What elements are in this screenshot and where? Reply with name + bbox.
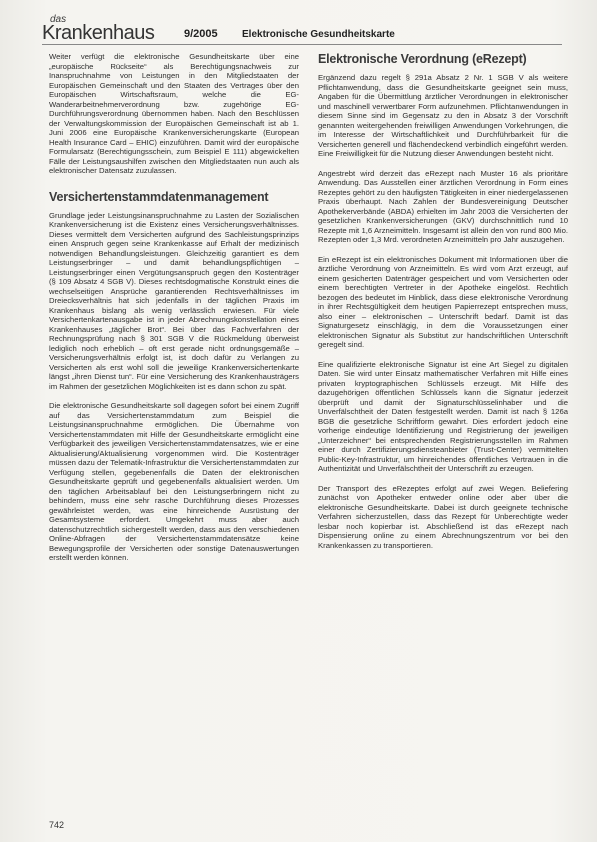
brand-prefix: das — [50, 14, 67, 25]
page-header — [42, 14, 562, 48]
paragraph: Eine qualifizierte elektronische Signatur ist eine Art Siegel zu digitalen Daten. Sie wird unter Einsatz mathematischer Verfahren mit Hilfe eines privaten kryptographischen Schlüssels erzeugt. Mit Hilfe des dazugehörigen öffentlichen Schlüssels kann die Signatur jederzeit überprüft und damit der Signaturschlüsselinhaber und die Unverfälschtheit der Daten festgestellt werden. Damit ist nach § 126a BGB die gesetzliche Schriftform gewahrt. Dies erfordert jedoch eine vorherige eindeutige Identifizierung und Registrierung der jeweiligen „Unterzeichner“ bei entsprechenden Registrierungsstellen im Rahmen einer durch Zertifizierungsdiensteanbieter (Trust-Center) vermittelten Public-Key-Infrastruktur, um hinreichendes öffentliches Vertrauen in die Authentizität und Unverfälschtheit der Unterschrift zu erzeugen. — [318, 359, 568, 473]
paragraph: Ein eRezept ist ein elektronisches Dokument mit Informationen über die ärztliche Verordnung von Arzneimitteln. Es wird vom Arzt erzeugt, auf einem gesicherten Datenträger gespeichert und vom Versicherten oder einem berechtigten Vertreter in der Apotheke eingelöst. Rechtlich bezogen des bedeutet im Hinblick, dass diese elektronische Verordnung in ihrer Rechtsgültigkeit dem heutigen Papierrezept entsprechen muss, also einer – elektronischen – Unterschrift bedarf. Damit ist das Signaturgesetz einschlägig, in dem die Voraussetzungen einer elektronischen Signatur als Substitut zur handschriftlichen Unterschrift geregelt sind. — [318, 254, 568, 349]
paragraph: Weiter verfügt die elektronische Gesundheitskarte über eine „europäische Rückseite“ als Berechtigungsnachweis zur Inanspruchnahme von Leistungen in den Mitgliedstaaten der Europäischen Gemeinschaft und den Staaten des Vertrages über den Europäischen Wirtschaftsraum, welche die EG-Wanderarbeitnehmerverordnung bzw. zugehörige EG-Durchführungsverordnung übernommen haben. Nach den Beschlüssen der Verwaltungskommission der Europäischen Gemeinschaft ist ab 1. Juni 2006 eine Europäische Krankenversicherungskarte (European Health Insurance Card – EHIC) einzuführen. Damit wird der europäische Formularsatz (Berechtigungsschein, zum Beispiel E 111) abgewickelten Fälle der Leistungsaushilfen zwischen den Mitgliedstaaten nun auch als elektronischer Datensatz zuzulassen. — [49, 52, 299, 175]
paragraph: Die elektronische Gesundheitskarte soll dagegen sofort bei einem Zugriff auf das Versichertenstammdatum zum Beispiel die Leistungsinanspruchnahme ermöglichen. Die Übernahme von Versichertenstammdaten mit Hilfe der Gesundheitskarte ermöglicht eine Verfügbarkeit des jeweiligen Versichertenstammdatensatzes, wie er eine Aktualisierung/Aktualisierung vorgenommen wird. Die Kostenträger müssen dazu der Telematik-Infrastruktur die Versichertenstammdaten zur Verfügung stellen, gegebenenfalls die Daten der elektronischen Gesundheitskarte geprüft und gegebenenfalls aktualisiert werden. Um den täglichen Arbeitsablauf bei den Leistungserbringern nicht zu behindern, muss eine sehr rasche Durchführung dieses Prozesses gewährleistet werden, was eine hinreichende Ausrüstung der Gesamtsysteme erfordert. Umgekehrt muss aber auch datenschutzrechtlich sichergestellt werden, dass aus den verschiedenen Online-Abfragen der Versichertenstammdatensätze keine Bewegungsprofile der Versicherten oder sonstige Datenauswertungen erstellt werden können. — [49, 401, 299, 562]
brand-logo: Krankenhaus — [42, 22, 155, 44]
paragraph: Der Transport des eRezeptes erfolgt auf zwei Wegen. Beliefering zunächst von Apotheker entweder online oder aber über die elektronische Gesundheitskarte. Dabei ist durch geeignete technische Verfahren sicherzustellen, dass das Rezept für Unberechtigte weder lesbar noch kopierbar ist. Abschließend ist das eRezept nach Dispensierung online zu einem Abrechnungszentrum vor bei den Krankenkassen zu transportieren. — [318, 483, 568, 550]
left-column — [49, 52, 299, 822]
paragraph: Angestrebt wird derzeit das eRezept nach Muster 16 als prioritäre Anwendung. Das Ausstellen einer ärztlichen Verordnung in Form eines Rezeptes gehört zu den häufigsten Tätigkeiten in einer niedergelassenen Praxis überhaupt. Nach Zahlen der Bundesvereinigung Deutscher Apothekerverbände (ABDA) erhielten im Jahr 2003 die Versicherten der gesetzlichen Krankenversicherungen (GKV) durchschnittlich rund 10 Rezepte mit 1,6 Arzneimitteln. Insgesamt ist allein den von rund 800 Mio. Rezepten oder 1,3 Mrd. verordneten Arzneimitteln pro Jahr auszugehen. — [318, 168, 568, 244]
heading-erezept: Elektronische Verordnung (eRezept) — [318, 52, 527, 66]
heading-versichertenstammdatenmanagement: Versichertenstammdatenmanagement — [49, 189, 269, 204]
page-number: 742 — [49, 820, 65, 830]
section-title: Elektronische Gesundheitskarte — [242, 29, 395, 40]
paragraph: Ergänzend dazu regelt § 291a Absatz 2 Nr. 1 SGB V als weitere Pflichtanwendung, dass die Gesundheitskarte geeignet sein muss, Angaben für die Übermittlung ärztlicher Verordnungen in elektronischer und maschinell verwertbarer Form aufzunehmen. Pflichtanwendungen in diesem Sinne sind im Gegensatz zu den in Absatz 3 der Vorschrift genannten weitergehenden freiwilligen Anwendungen Vorkehrungen, die im Interesse der Wirtschaftlichkeit und Durchführbarkeit für die Versicherten generell und flächendeckend verbindlich eingeführt werden. Eine Freiwilligkeit für die Nutzung dieser Anwendungen besteht nicht. — [318, 73, 568, 158]
issue-number: 9/2005 — [184, 28, 218, 40]
paragraph: Grundlage jeder Leistungsinanspruchnahme zu Lasten der Sozialischen Krankenversicherung ist die Existenz eines Versicherungsverhältnisses. Dieses vermittelt dem Versicherten aufgrund des Sachleistungsprinzips einen Anspruch gegen seine Krankenkasse auf Erhalt der medizinisch notwendigen Behandlungsleistungen. Gleichzeitig garantiert es dem Leistungserbringer – und damit behandlungspflichtigen – Leistungserbringer einen Vergütungsanspruch gegen den Kostenträger (§ 109 Absatz 4 SGB V). Dieses rechtsdogmatische Konstrukt eines die wechselseitigen Ansprüche garantierenden Rechtsverhältnisses im Dreiecksverhältnis hat sich jedenfalls in der täglichen Praxis im Krankenhaus bislang als wenig verlässlich erwiesen. Für viele Versichertenkartenausgabe ist in jeder Abrechnungskonstellation eines Krankenhauses „täglicher Brot“. Bei über das Fachverfahren der Rechnungsprüfung nach § 301 SGB V die Rückmeldung überweist lediglich noch erheblich – oft erst gerade nicht ordnungsgemäße – Versicherungsverhältnis erfolgt ist, ist doch dafür zu Verlangen zu Versicherten als erst wohl soll die jeweilige Krankenversichertenkarte längst „ihren Dienst tun“. Für eine Versicherung des Krankenhausträgers im Rahmen der gesetzlichen Möglichkeiten ist es dann schon zu spät. — [49, 210, 299, 391]
header-rule — [42, 44, 562, 45]
right-column — [318, 52, 568, 822]
